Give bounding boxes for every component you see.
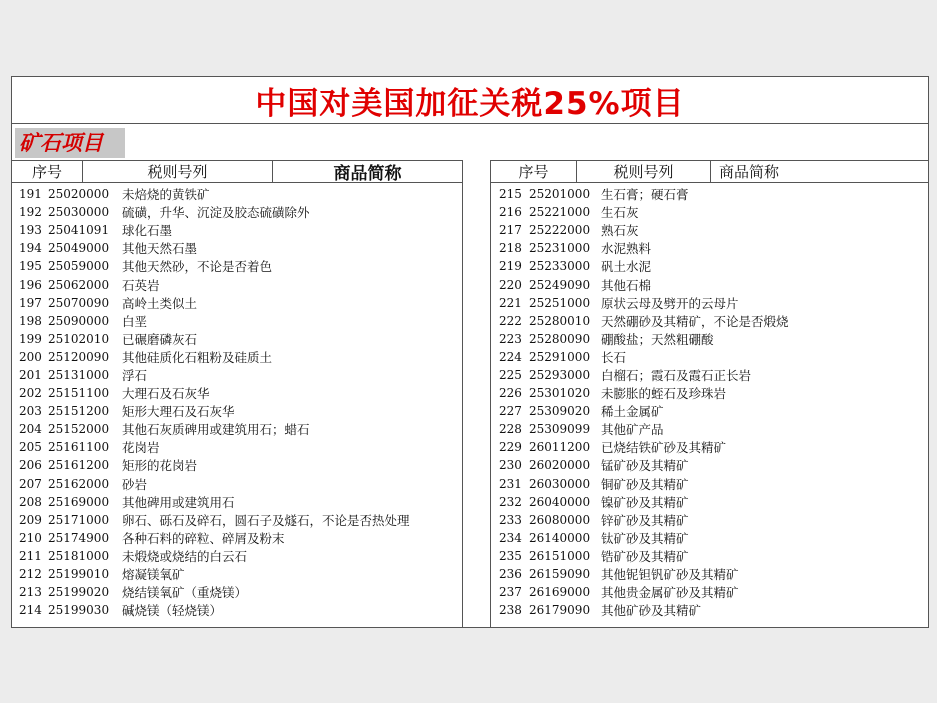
row-product-name: 熟石灰 xyxy=(601,223,639,239)
row-tariff-code: 26011200 xyxy=(529,440,591,455)
table-row xyxy=(12,203,462,221)
row-seq: 230 xyxy=(499,458,522,473)
row-seq: 214 xyxy=(19,603,42,618)
row-seq: 206 xyxy=(19,458,42,473)
table-row xyxy=(12,420,462,438)
table-row xyxy=(12,402,462,420)
row-tariff-code: 26169000 xyxy=(529,585,591,600)
table-row xyxy=(491,275,929,293)
row-seq: 236 xyxy=(499,567,522,582)
row-product-name: 长石 xyxy=(601,349,627,365)
row-tariff-code: 25309099 xyxy=(529,422,591,437)
row-product-name: 未膨胀的蛭石及珍珠岩 xyxy=(601,386,727,402)
table-row xyxy=(491,294,929,312)
row-product-name: 未煅烧或烧结的白云石 xyxy=(122,548,248,564)
row-seq: 221 xyxy=(499,295,522,310)
row-product-name: 其他铌钽钒矿砂及其精矿 xyxy=(601,567,739,583)
row-tariff-code: 25249090 xyxy=(529,277,591,292)
table-row xyxy=(491,475,929,493)
row-product-name: 锰矿砂及其精矿 xyxy=(601,458,689,474)
table-row xyxy=(491,456,929,474)
row-product-name: 稀土金属矿 xyxy=(601,404,664,420)
row-tariff-code: 25233000 xyxy=(529,259,591,274)
row-product-name: 其他天然砂，不论是否着色 xyxy=(122,259,273,275)
row-product-name: 生石膏；硬石膏 xyxy=(601,187,689,203)
row-seq: 229 xyxy=(499,440,522,455)
row-tariff-code: 25280010 xyxy=(529,313,591,328)
header-seq: 序号 xyxy=(518,163,549,181)
row-tariff-code: 25070090 xyxy=(48,295,110,310)
table-row xyxy=(491,547,929,565)
table-row xyxy=(491,493,929,511)
row-product-name: 锆矿砂及其精矿 xyxy=(601,548,689,564)
row-product-name: 其他硅质化石粗粉及硅质土 xyxy=(122,349,273,365)
row-tariff-code: 25131000 xyxy=(48,367,110,382)
row-seq: 192 xyxy=(19,205,42,220)
row-tariff-code: 25291000 xyxy=(529,349,591,364)
left-table xyxy=(12,160,463,628)
row-seq: 195 xyxy=(19,259,42,274)
row-seq: 215 xyxy=(499,187,522,202)
row-seq: 232 xyxy=(499,494,522,509)
table-row xyxy=(12,330,462,348)
row-seq: 228 xyxy=(499,422,522,437)
table-row xyxy=(12,221,462,239)
right-rows xyxy=(491,183,929,619)
row-tariff-code: 25020000 xyxy=(48,187,110,202)
table-row xyxy=(12,348,462,366)
row-product-name: 各种石料的碎粒、碎屑及粉末 xyxy=(122,530,285,546)
row-seq: 238 xyxy=(499,603,522,618)
row-tariff-code: 25199010 xyxy=(48,567,110,582)
table-row xyxy=(491,565,929,583)
table-row xyxy=(12,529,462,547)
row-tariff-code: 25151200 xyxy=(48,404,110,419)
table-row xyxy=(12,583,462,601)
row-seq: 199 xyxy=(19,331,42,346)
row-tariff-code: 25222000 xyxy=(529,223,591,238)
row-tariff-code: 26140000 xyxy=(529,530,591,545)
row-tariff-code: 25181000 xyxy=(48,548,110,563)
row-product-name: 镍矿砂及其精矿 xyxy=(601,494,689,510)
row-tariff-code: 25280090 xyxy=(529,331,591,346)
row-seq: 191 xyxy=(19,187,42,202)
header-name: 商品简称 xyxy=(710,161,929,182)
row-seq: 223 xyxy=(499,331,522,346)
row-product-name: 矩形的花岗岩 xyxy=(122,458,198,474)
table-row xyxy=(12,475,462,493)
row-seq: 220 xyxy=(499,277,522,292)
row-seq: 212 xyxy=(19,567,42,582)
row-tariff-code: 25030000 xyxy=(48,205,110,220)
row-seq: 234 xyxy=(499,530,522,545)
row-product-name: 生石灰 xyxy=(601,205,639,221)
row-tariff-code: 25049000 xyxy=(48,241,110,256)
row-product-name: 未焙烧的黄铁矿 xyxy=(122,187,210,203)
row-tariff-code: 25251000 xyxy=(529,295,591,310)
table-row xyxy=(12,294,462,312)
row-product-name: 硼酸盐；天然粗硼酸 xyxy=(601,331,714,347)
row-seq: 210 xyxy=(19,530,42,545)
row-seq: 202 xyxy=(19,386,42,401)
row-product-name: 硫磺，升华、沉淀及胶态硫磺除外 xyxy=(122,205,310,221)
right-table xyxy=(490,160,929,628)
table-row xyxy=(491,529,929,547)
table-row xyxy=(12,257,462,275)
row-product-name: 其他矿砂及其精矿 xyxy=(601,603,702,619)
table-row xyxy=(491,438,929,456)
row-seq: 198 xyxy=(19,313,42,328)
row-seq: 200 xyxy=(19,349,42,364)
row-product-name: 其他石灰质碑用或建筑用石；蜡石 xyxy=(122,422,310,438)
row-product-name: 高岭土类似土 xyxy=(122,295,198,311)
row-seq: 237 xyxy=(499,585,522,600)
row-seq: 227 xyxy=(499,404,522,419)
row-product-name: 卵石、砾石及碎石，圆石子及燧石，不论是否热处理 xyxy=(122,512,410,528)
table-row xyxy=(12,565,462,583)
row-product-name: 花岗岩 xyxy=(122,440,160,456)
table-row xyxy=(491,601,929,619)
left-rows xyxy=(12,183,462,619)
row-product-name: 已碾磨磷灰石 xyxy=(122,331,198,347)
table-row xyxy=(12,456,462,474)
row-tariff-code: 25169000 xyxy=(48,494,110,509)
row-tariff-code: 25059000 xyxy=(48,259,110,274)
row-tariff-code: 25201000 xyxy=(529,187,591,202)
row-seq: 205 xyxy=(19,440,42,455)
row-product-name: 其他天然石墨 xyxy=(122,241,198,257)
table-row xyxy=(491,221,929,239)
row-seq: 213 xyxy=(19,585,42,600)
row-product-name: 锌矿砂及其精矿 xyxy=(601,512,689,528)
row-tariff-code: 25152000 xyxy=(48,422,110,437)
row-seq: 197 xyxy=(19,295,42,310)
row-product-name: 砂岩 xyxy=(122,476,148,492)
row-product-name: 白榴石；霞石及霞石正长岩 xyxy=(601,367,752,383)
header-code: 税则号列 xyxy=(82,161,272,182)
row-tariff-code: 25151100 xyxy=(48,386,110,401)
row-product-name: 铜矿砂及其精矿 xyxy=(601,476,689,492)
row-product-name: 碱烧镁（轻烧镁） xyxy=(122,603,223,619)
row-product-name: 水泥熟料 xyxy=(601,241,652,257)
table-row xyxy=(12,493,462,511)
row-product-name: 其他矿产品 xyxy=(601,422,664,438)
table-row xyxy=(491,185,929,203)
table-row xyxy=(491,257,929,275)
row-tariff-code: 26030000 xyxy=(529,476,591,491)
row-product-name: 其他碑用或建筑用石 xyxy=(122,494,235,510)
row-seq: 226 xyxy=(499,386,522,401)
row-tariff-code: 25171000 xyxy=(48,512,110,527)
row-product-name: 钛矿砂及其精矿 xyxy=(601,530,689,546)
row-tariff-code: 26040000 xyxy=(529,494,591,509)
row-product-name: 球化石墨 xyxy=(122,223,173,239)
row-seq: 207 xyxy=(19,476,42,491)
title-bar xyxy=(12,77,928,124)
row-seq: 209 xyxy=(19,512,42,527)
row-tariff-code: 25102010 xyxy=(48,331,110,346)
row-product-name: 矩形大理石及石灰华 xyxy=(122,404,235,420)
row-product-name: 烧结镁氧矿（重烧镁） xyxy=(122,585,248,601)
table-row xyxy=(491,583,929,601)
row-tariff-code: 25062000 xyxy=(48,277,110,292)
table-row xyxy=(491,402,929,420)
row-tariff-code: 25090000 xyxy=(48,313,110,328)
table-row xyxy=(12,312,462,330)
table-row xyxy=(12,384,462,402)
row-seq: 219 xyxy=(499,259,522,274)
row-seq: 216 xyxy=(499,205,522,220)
table-row xyxy=(12,239,462,257)
row-seq: 208 xyxy=(19,494,42,509)
row-tariff-code: 26151000 xyxy=(529,548,591,563)
row-product-name: 其他贵金属矿砂及其精矿 xyxy=(601,585,739,601)
row-seq: 217 xyxy=(499,223,522,238)
row-seq: 235 xyxy=(499,548,522,563)
tariff-table xyxy=(11,76,929,628)
row-product-name: 大理石及石灰华 xyxy=(122,386,210,402)
row-tariff-code: 25199030 xyxy=(48,603,110,618)
row-product-name: 石英岩 xyxy=(122,277,160,293)
row-tariff-code: 25221000 xyxy=(529,205,591,220)
row-seq: 225 xyxy=(499,367,522,382)
row-tariff-code: 25162000 xyxy=(48,476,110,491)
section-label: 矿石项目 xyxy=(15,128,125,158)
header-code: 税则号列 xyxy=(576,161,710,182)
table-row xyxy=(491,348,929,366)
row-seq: 204 xyxy=(19,422,42,437)
row-tariff-code: 25161200 xyxy=(48,458,110,473)
row-tariff-code: 25301020 xyxy=(529,386,591,401)
row-seq: 218 xyxy=(499,241,522,256)
row-tariff-code: 26159090 xyxy=(529,567,591,582)
table-row xyxy=(491,330,929,348)
row-seq: 203 xyxy=(19,404,42,419)
table-row xyxy=(12,366,462,384)
row-seq: 201 xyxy=(19,367,42,382)
table-row xyxy=(491,366,929,384)
table-row xyxy=(491,203,929,221)
row-seq: 231 xyxy=(499,476,522,491)
row-tariff-code: 26179090 xyxy=(529,603,591,618)
row-seq: 194 xyxy=(19,241,42,256)
row-tariff-code: 25293000 xyxy=(529,367,591,382)
table-row xyxy=(12,547,462,565)
row-seq: 233 xyxy=(499,512,522,527)
row-product-name: 浮石 xyxy=(122,367,148,383)
table-row xyxy=(12,275,462,293)
row-tariff-code: 26020000 xyxy=(529,458,591,473)
row-seq: 196 xyxy=(19,277,42,292)
row-tariff-code: 25309020 xyxy=(529,404,591,419)
row-tariff-code: 25120090 xyxy=(48,349,110,364)
table-row xyxy=(491,511,929,529)
right-header-row xyxy=(491,161,929,183)
row-product-name: 原状云母及劈开的云母片 xyxy=(601,295,739,311)
table-row xyxy=(491,384,929,402)
row-seq: 222 xyxy=(499,313,522,328)
left-header-row xyxy=(12,161,462,183)
row-product-name: 天然硼砂及其精矿，不论是否煅烧 xyxy=(601,313,789,329)
table-row xyxy=(12,601,462,619)
row-tariff-code: 25199020 xyxy=(48,585,110,600)
header-seq: 序号 xyxy=(31,163,62,181)
row-tariff-code: 25231000 xyxy=(529,241,591,256)
row-seq: 224 xyxy=(499,349,522,364)
row-tariff-code: 25161100 xyxy=(48,440,110,455)
table-row xyxy=(491,239,929,257)
row-product-name: 矾土水泥 xyxy=(601,259,652,275)
row-product-name: 白垩 xyxy=(122,313,148,329)
row-tariff-code: 25174900 xyxy=(48,530,110,545)
row-seq: 211 xyxy=(19,548,42,563)
table-row xyxy=(491,420,929,438)
row-product-name: 已烧结铁矿砂及其精矿 xyxy=(601,440,727,456)
row-tariff-code: 26080000 xyxy=(529,512,591,527)
table-row xyxy=(491,312,929,330)
header-name: 商品简称 xyxy=(272,161,462,182)
row-product-name: 其他石棉 xyxy=(601,277,652,293)
row-product-name: 熔凝镁氧矿 xyxy=(122,567,185,583)
table-row xyxy=(12,185,462,203)
page-title: 中国对美国加征关税25%项目 xyxy=(255,85,685,122)
table-row xyxy=(12,511,462,529)
table-row xyxy=(12,438,462,456)
row-seq: 193 xyxy=(19,223,42,238)
row-tariff-code: 25041091 xyxy=(48,223,110,238)
